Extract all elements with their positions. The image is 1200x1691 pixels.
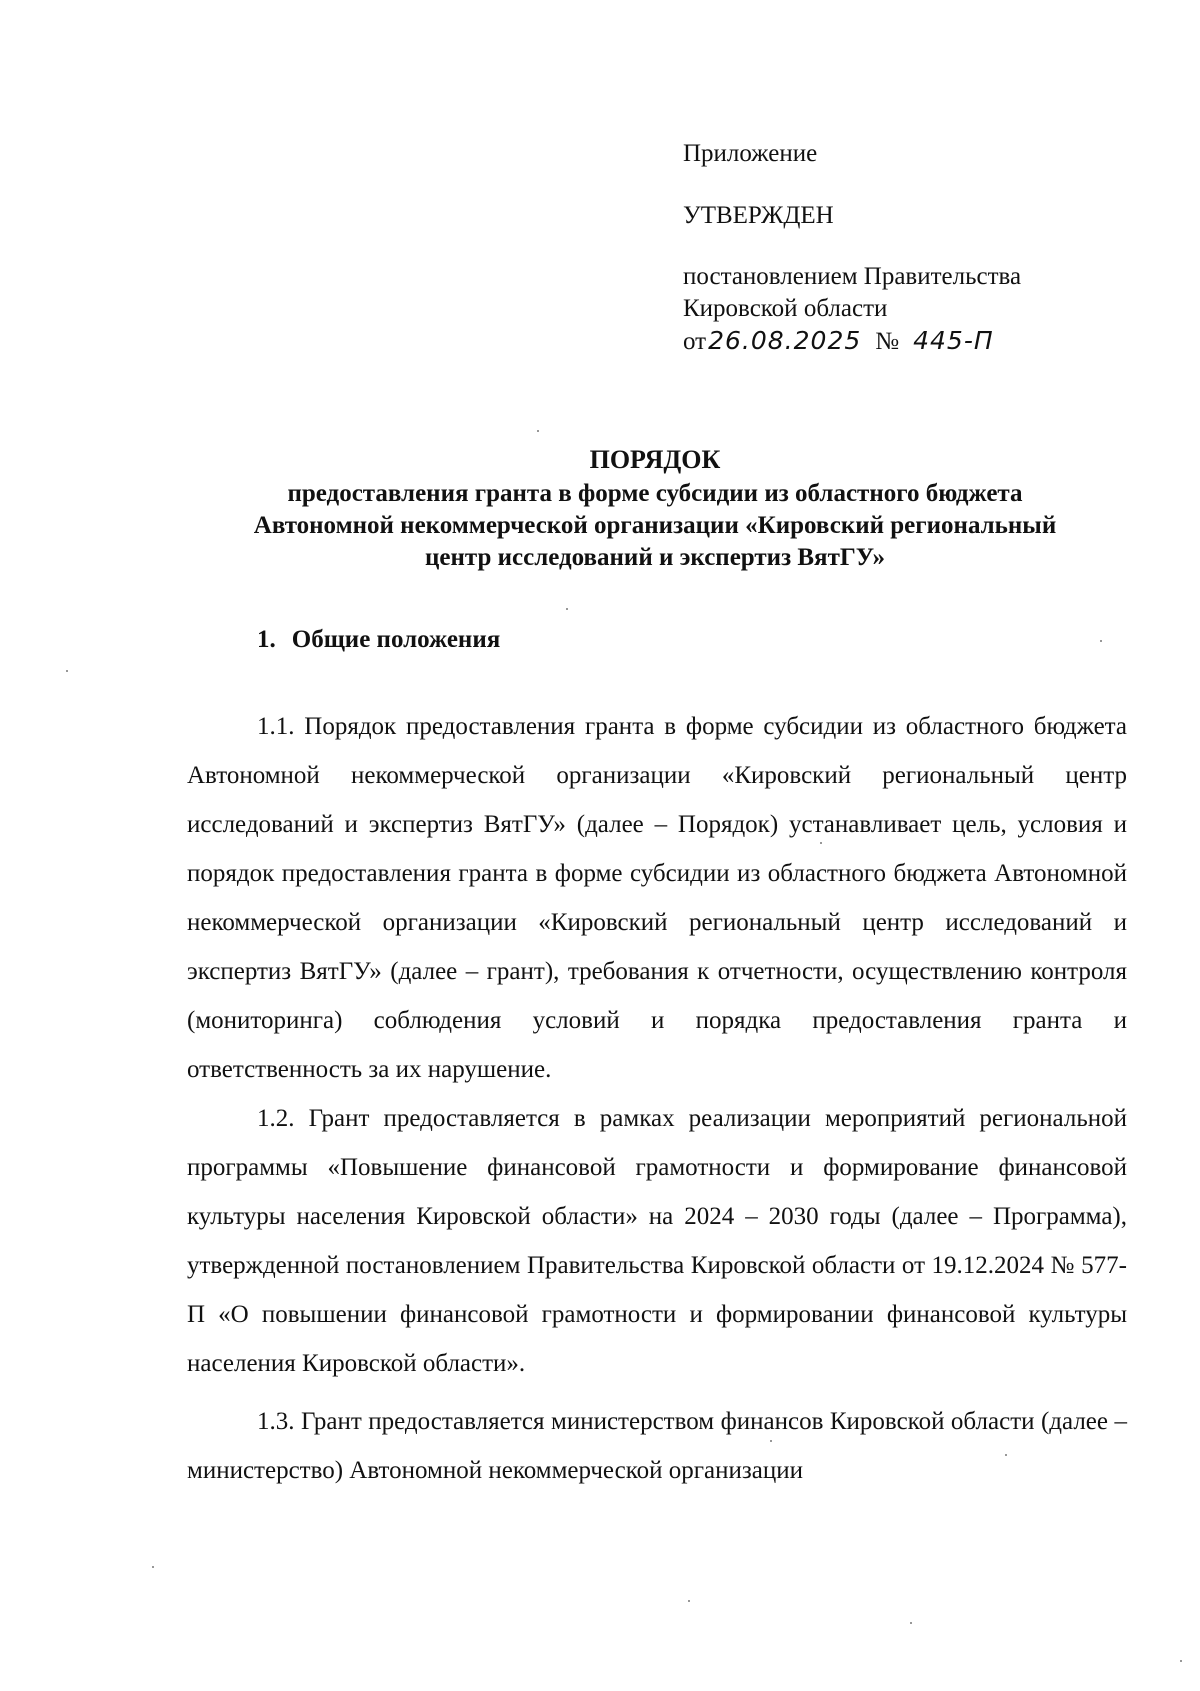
paragraph-1-3: 1.3. Грант предоставляется министерством финансов Кировской области (далее – министерство) Автономной некоммерческой организации xyxy=(187,1408,1127,1484)
approved-label: УТВЕРЖДЕН xyxy=(683,202,834,229)
approved-by-line2: Кировской области xyxy=(683,295,888,322)
scan-speck xyxy=(688,1600,690,1602)
scan-speck xyxy=(537,430,539,432)
document-body xyxy=(187,702,1127,1495)
approved-by-line1: постановлением Правительства xyxy=(683,263,1022,290)
scan-speck xyxy=(1180,1660,1182,1662)
scan-speck xyxy=(770,1440,772,1442)
section-number: 1. xyxy=(257,626,276,653)
title-main: ПОРЯДОК xyxy=(589,445,721,474)
scan-speck xyxy=(152,1566,154,1568)
number-sign: № xyxy=(875,328,900,355)
title-line-3: центр исследований и экспертиз ВятГУ» xyxy=(424,544,886,571)
handwritten-date: 26.08.2025 xyxy=(708,326,862,355)
scan-speck xyxy=(66,670,68,672)
handwritten-decree-number: 445-П xyxy=(913,326,994,355)
appendix-label: Приложение xyxy=(683,140,818,167)
decree-reference xyxy=(683,325,1123,358)
document-title xyxy=(150,444,1160,574)
scan-speck xyxy=(1005,1454,1007,1456)
from-prefix: от xyxy=(683,328,707,355)
scan-speck xyxy=(566,608,568,610)
scan-speck xyxy=(910,1622,912,1624)
approval-stamp-block xyxy=(683,138,1123,358)
section-title: Общие положения xyxy=(291,626,501,653)
title-line-1: предоставления гранта в форме субсидии из областного бюджета xyxy=(287,480,1023,507)
paragraph-1-1: 1.1. Порядок предоставления гранта в форме субсидии из областного бюджета Автономной некоммерческой организации «Кировский региональный центр исследований и экспертиз ВятГУ» (далее – Порядок) устанавливает цель, условия и порядок предоставления гранта в форме субсидии из областного бюджета Автономной некоммерческой организации «Кировский региональный центр исследований и экспертиз ВятГУ» (далее – грант), требования к отчетности, осуществлению контроля (мониторинга) соблюдения условий и порядка предоставления гранта и ответственность за их нарушение. xyxy=(187,713,1127,1083)
scan-speck xyxy=(1100,640,1102,642)
scan-speck xyxy=(820,842,822,844)
section-heading xyxy=(257,624,500,656)
paragraph-1-2: 1.2. Грант предоставляется в рамках реализации мероприятий региональной программы «Повышение финансовой грамотности и формирование финансовой культуры населения Кировской области» на 2024 – 2030 годы (далее – Программа), утвержденной постановлением Правительства Кировской области от 19.12.2024 № 577-П «О повышении финансовой грамотности и формировании финансовой культуры населения Кировской области». xyxy=(187,1105,1127,1377)
title-line-2: Автономной некоммерческой организации «Кировский региональный xyxy=(253,512,1057,539)
